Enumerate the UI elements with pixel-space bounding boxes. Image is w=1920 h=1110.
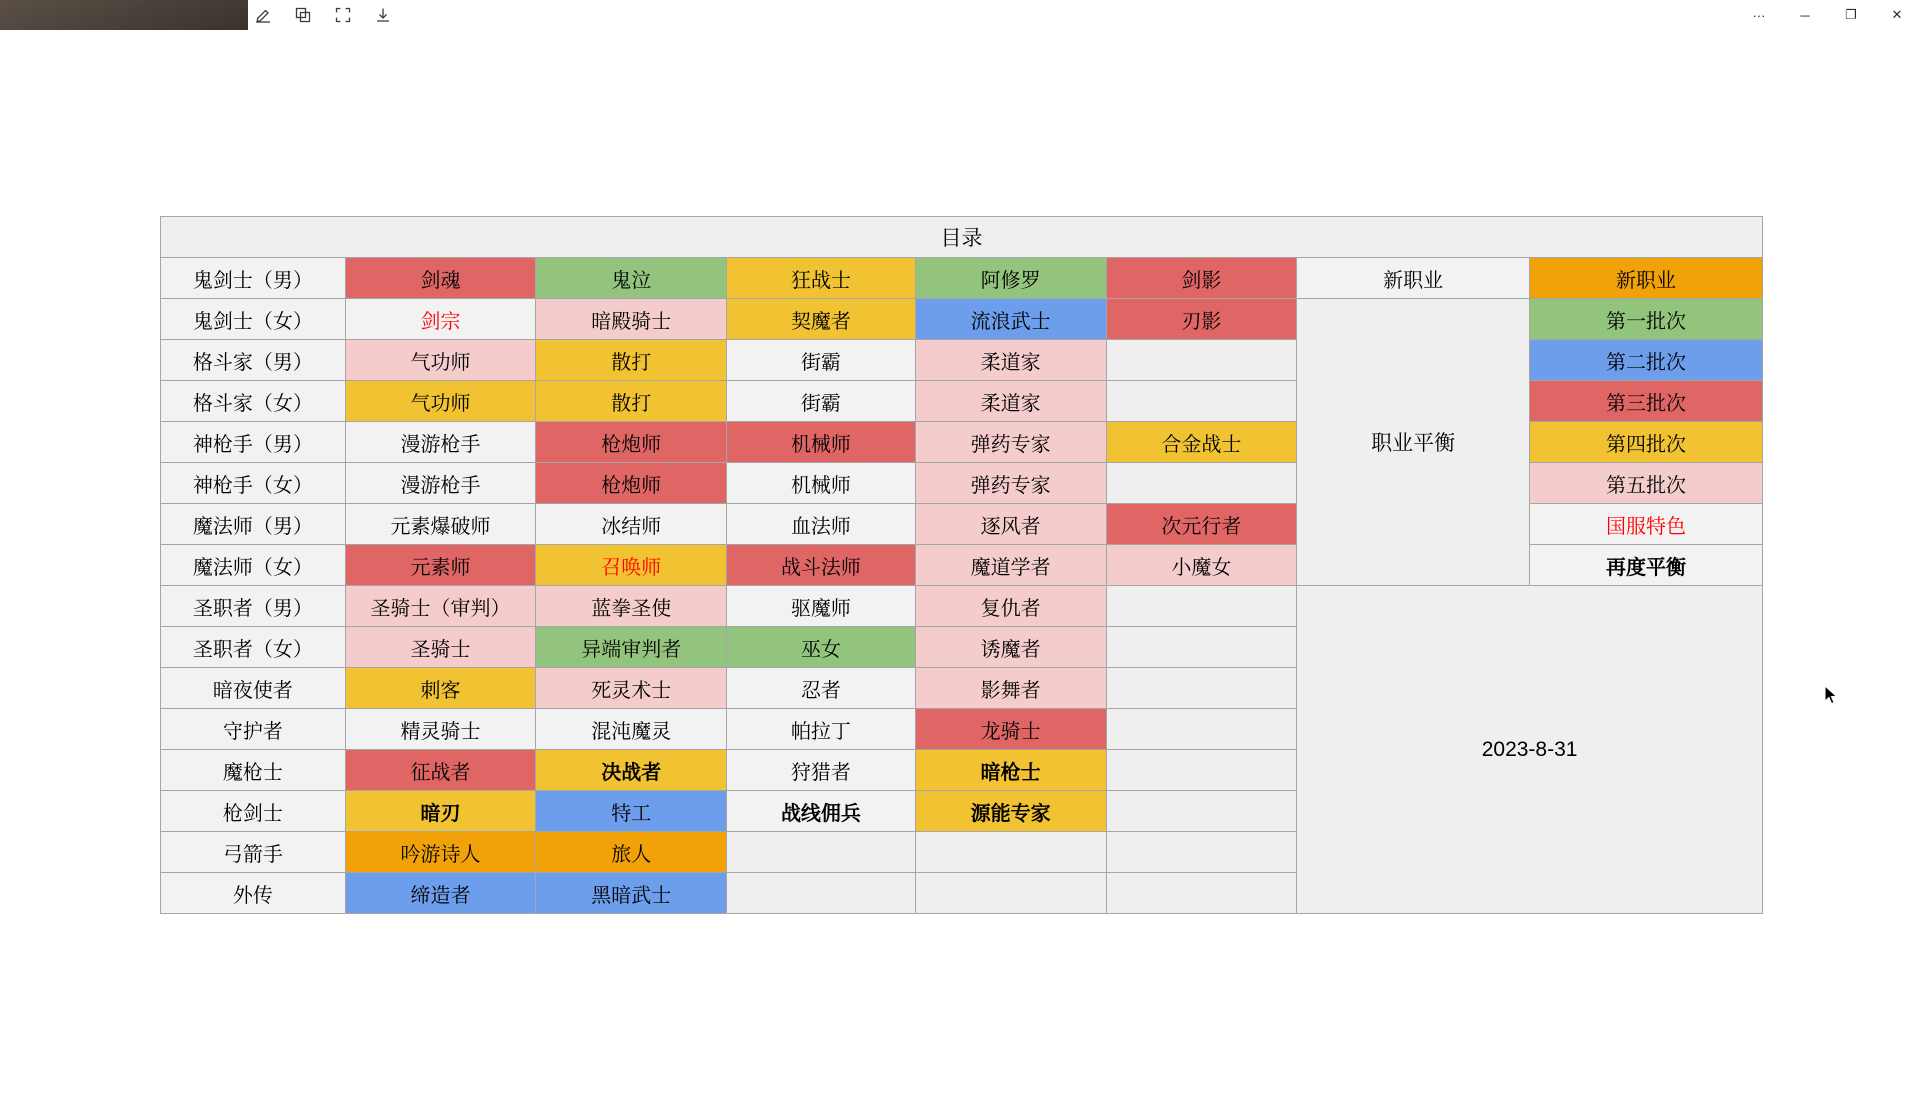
- table-title-row: [161, 217, 1763, 258]
- job-cell[interactable]: 街霸: [727, 381, 916, 422]
- row-header-cell[interactable]: 暗夜使者: [161, 668, 346, 709]
- row-header-cell[interactable]: 魔枪士: [161, 750, 346, 791]
- job-cell[interactable]: 魔道学者: [915, 545, 1106, 586]
- job-cell[interactable]: 刃影: [1106, 299, 1297, 340]
- job-cell[interactable]: [1106, 668, 1297, 709]
- job-cell[interactable]: [1106, 463, 1297, 504]
- minimize-button[interactable]: ─: [1800, 7, 1810, 23]
- job-cell[interactable]: 小魔女: [1106, 545, 1297, 586]
- job-cell[interactable]: [727, 832, 916, 873]
- row-header-cell[interactable]: 鬼剑士（男）: [161, 258, 346, 299]
- legend-batch-cell[interactable]: 再度平衡: [1530, 545, 1763, 586]
- job-cell[interactable]: 气功师: [345, 381, 536, 422]
- job-cell[interactable]: 刺客: [345, 668, 536, 709]
- job-cell[interactable]: 气功师: [345, 340, 536, 381]
- job-cell[interactable]: [1106, 381, 1297, 422]
- job-cell[interactable]: 缔造者: [345, 873, 536, 914]
- job-cell[interactable]: 蓝拳圣使: [536, 586, 727, 627]
- job-cell[interactable]: 驱魔师: [727, 586, 916, 627]
- window-titlebar: [0, 0, 1920, 31]
- row-header-cell[interactable]: 枪剑士: [161, 791, 346, 832]
- job-cell[interactable]: 次元行者: [1106, 504, 1297, 545]
- row-header-cell[interactable]: 格斗家（女）: [161, 381, 346, 422]
- legend-date[interactable]: 2023-8-31: [1297, 586, 1763, 914]
- more-options-button[interactable]: ···: [1752, 7, 1766, 23]
- job-cell[interactable]: 忍者: [727, 668, 916, 709]
- job-cell[interactable]: [1106, 832, 1297, 873]
- job-cell[interactable]: 暗殿骑士: [536, 299, 727, 340]
- job-cell[interactable]: 吟游诗人: [345, 832, 536, 873]
- job-cell[interactable]: 暗枪士: [915, 750, 1106, 791]
- row-header-cell[interactable]: 圣职者（男）: [161, 586, 346, 627]
- job-cell[interactable]: 机械师: [727, 463, 916, 504]
- job-cell[interactable]: 弹药专家: [915, 463, 1106, 504]
- close-button[interactable]: ✕: [1891, 7, 1903, 22]
- job-cell[interactable]: 源能专家: [915, 791, 1106, 832]
- job-cell[interactable]: 漫游枪手: [345, 463, 536, 504]
- job-cell[interactable]: 异端审判者: [536, 627, 727, 668]
- row-header-cell[interactable]: 神枪手（男）: [161, 422, 346, 463]
- catalog-table[interactable]: [160, 216, 1763, 914]
- table-row[interactable]: [161, 258, 1763, 299]
- job-cell[interactable]: 帕拉丁: [727, 709, 916, 750]
- job-cell[interactable]: 元素爆破师: [345, 504, 536, 545]
- fullscreen-icon[interactable]: [332, 4, 354, 26]
- duplicate-icon[interactable]: [292, 4, 314, 26]
- job-cell[interactable]: 合金战士: [1106, 422, 1297, 463]
- row-header-cell[interactable]: 神枪手（女）: [161, 463, 346, 504]
- job-cell[interactable]: [1106, 873, 1297, 914]
- job-cell[interactable]: 冰结师: [536, 504, 727, 545]
- job-cell[interactable]: 混沌魔灵: [536, 709, 727, 750]
- job-cell[interactable]: 柔道家: [915, 340, 1106, 381]
- job-cell[interactable]: [915, 832, 1106, 873]
- job-cell[interactable]: [1106, 627, 1297, 668]
- job-cell[interactable]: 巫女: [727, 627, 916, 668]
- job-cell[interactable]: 征战者: [345, 750, 536, 791]
- job-cell[interactable]: [1106, 750, 1297, 791]
- job-cell[interactable]: 契魔者: [727, 299, 916, 340]
- table-row[interactable]: [161, 586, 1763, 627]
- job-cell[interactable]: [727, 873, 916, 914]
- sheet-clip-region: [160, 216, 1765, 932]
- row-header-cell[interactable]: 圣职者（女）: [161, 627, 346, 668]
- maximize-button[interactable]: ❐: [1845, 7, 1857, 22]
- job-cell[interactable]: 枪炮师: [536, 463, 727, 504]
- job-cell[interactable]: 狩猎者: [727, 750, 916, 791]
- legend-batch-cell[interactable]: 第三批次: [1530, 381, 1763, 422]
- download-icon[interactable]: [372, 4, 394, 26]
- row-header-cell[interactable]: 魔法师（女）: [161, 545, 346, 586]
- page-title: 目录: [161, 217, 1763, 258]
- job-cell[interactable]: 黑暗武士: [536, 873, 727, 914]
- page-bottom-whitespace: [0, 932, 1920, 1110]
- job-cell[interactable]: 漫游枪手: [345, 422, 536, 463]
- job-cell[interactable]: [1106, 586, 1297, 627]
- table-row[interactable]: [161, 299, 1763, 340]
- row-header-cell[interactable]: 弓箭手: [161, 832, 346, 873]
- window-controls: [1736, 0, 1920, 30]
- job-cell[interactable]: 元素师: [345, 545, 536, 586]
- job-cell[interactable]: 旅人: [536, 832, 727, 873]
- legend-batch-cell[interactable]: 第一批次: [1530, 299, 1763, 340]
- row-header-cell[interactable]: 格斗家（男）: [161, 340, 346, 381]
- job-cell[interactable]: 阿修罗: [915, 258, 1106, 299]
- legend-batch-cell[interactable]: 第五批次: [1530, 463, 1763, 504]
- titlebar-tool-group: [252, 0, 394, 30]
- job-cell[interactable]: [1106, 709, 1297, 750]
- job-cell[interactable]: 逐风者: [915, 504, 1106, 545]
- job-cell[interactable]: 死灵术士: [536, 668, 727, 709]
- legend-new-job-label[interactable]: 新职业: [1297, 258, 1530, 299]
- row-header-cell[interactable]: 守护者: [161, 709, 346, 750]
- row-header-cell[interactable]: 魔法师（男）: [161, 504, 346, 545]
- job-cell[interactable]: 诱魔者: [915, 627, 1106, 668]
- job-cell[interactable]: 柔道家: [915, 381, 1106, 422]
- job-cell[interactable]: 血法师: [727, 504, 916, 545]
- job-cell[interactable]: 圣骑士: [345, 627, 536, 668]
- job-cell[interactable]: 剑魂: [345, 258, 536, 299]
- row-header-cell[interactable]: 外传: [161, 873, 346, 914]
- spreadsheet[interactable]: [160, 216, 1763, 914]
- legend-balance-label[interactable]: 职业平衡: [1297, 299, 1530, 586]
- job-cell[interactable]: [1106, 340, 1297, 381]
- legend-batch-cell[interactable]: 第四批次: [1530, 422, 1763, 463]
- job-cell[interactable]: [915, 873, 1106, 914]
- job-cell[interactable]: 狂战士: [727, 258, 916, 299]
- legend-batch-cell[interactable]: 第二批次: [1530, 340, 1763, 381]
- job-cell[interactable]: 剑影: [1106, 258, 1297, 299]
- job-cell[interactable]: 剑宗: [345, 299, 536, 340]
- job-cell[interactable]: 弹药专家: [915, 422, 1106, 463]
- mouse-cursor: [1824, 685, 1838, 705]
- job-cell[interactable]: 召唤师: [536, 545, 727, 586]
- job-cell[interactable]: 流浪武士: [915, 299, 1106, 340]
- job-cell[interactable]: 暗刃: [345, 791, 536, 832]
- job-cell[interactable]: 复仇者: [915, 586, 1106, 627]
- job-cell[interactable]: [1106, 791, 1297, 832]
- job-cell[interactable]: 决战者: [536, 750, 727, 791]
- job-cell[interactable]: 散打: [536, 381, 727, 422]
- job-cell[interactable]: 枪炮师: [536, 422, 727, 463]
- job-cell[interactable]: 鬼泣: [536, 258, 727, 299]
- job-cell[interactable]: 散打: [536, 340, 727, 381]
- job-cell[interactable]: 战线佣兵: [727, 791, 916, 832]
- job-cell[interactable]: 精灵骑士: [345, 709, 536, 750]
- document-area[interactable]: [0, 30, 1920, 1080]
- legend-batch-cell[interactable]: 国服特色: [1530, 504, 1763, 545]
- row-header-cell[interactable]: 鬼剑士（女）: [161, 299, 346, 340]
- job-cell[interactable]: 龙骑士: [915, 709, 1106, 750]
- job-cell[interactable]: 特工: [536, 791, 727, 832]
- legend-new-job-badge[interactable]: 新职业: [1530, 258, 1763, 299]
- job-cell[interactable]: 街霸: [727, 340, 916, 381]
- job-cell[interactable]: 战斗法师: [727, 545, 916, 586]
- job-cell[interactable]: 机械师: [727, 422, 916, 463]
- edit-icon[interactable]: [252, 4, 274, 26]
- job-cell[interactable]: 影舞者: [915, 668, 1106, 709]
- job-cell[interactable]: 圣骑士（审判）: [345, 586, 536, 627]
